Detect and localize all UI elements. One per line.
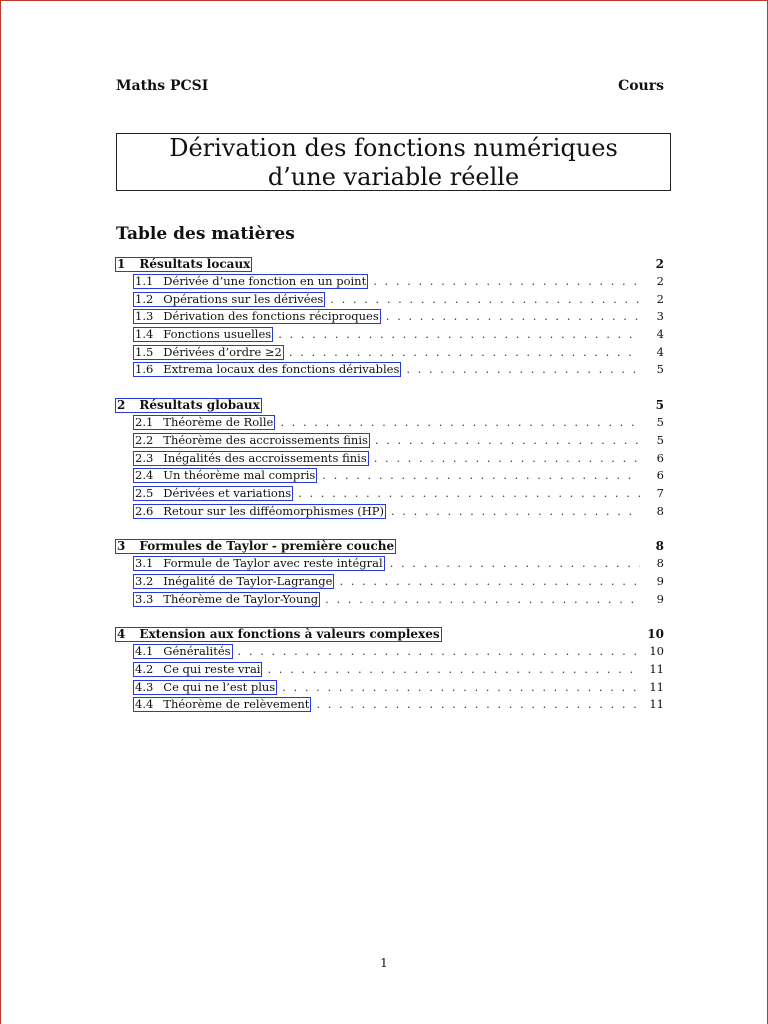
toc-subsection-label: Un théorème mal compris [163, 468, 316, 483]
toc-subsection-number: 3.2 [135, 573, 154, 588]
toc-subsection-page: 4 [656, 344, 664, 359]
toc-subsection-label: Dérivées et variations [163, 485, 292, 500]
toc-subsection-page: 11 [649, 679, 664, 694]
toc-subsection-page: 5 [656, 362, 664, 377]
toc-subsection-link[interactable] [134, 487, 292, 500]
toc-subsection-row [116, 274, 664, 292]
toc-leader-dots [316, 697, 640, 711]
toc-subsection-label: Ce qui ne l’est plus [163, 679, 276, 694]
toc-section-row [116, 627, 664, 644]
toc-section-label: Résultats globaux [139, 398, 260, 413]
toc-section [116, 539, 664, 609]
toc-subsection-label: Dérivation des fonctions réciproques [163, 309, 379, 324]
toc-subsection-number: 2.3 [135, 450, 154, 465]
toc-subsection-row [116, 433, 664, 451]
toc-subsection-label: Théorème de Taylor-Young [163, 591, 319, 606]
toc-section-label: Résultats locaux [139, 257, 251, 271]
document-title [116, 133, 671, 191]
toc-section-link[interactable] [116, 258, 251, 271]
toc-subsection-link[interactable] [134, 310, 380, 323]
toc-section-row [116, 257, 664, 274]
table-of-contents [116, 257, 664, 733]
toc-leader-dots [386, 309, 640, 323]
toc-subsection-label: Ce qui reste vrai [163, 662, 261, 676]
toc-section-number: 3 [117, 539, 126, 554]
toc-subsection-page: 11 [649, 697, 664, 712]
toc-section-link[interactable] [116, 399, 261, 412]
toc-subsection-page: 10 [649, 644, 664, 659]
toc-subsection-page: 6 [656, 468, 664, 483]
toc-leader-dots [391, 504, 640, 518]
toc-subsection-number: 2.4 [135, 468, 154, 483]
toc-section-row [116, 539, 664, 556]
toc-subsection-number: 1.5 [135, 344, 154, 359]
toc-subsection-number: 4.1 [135, 644, 154, 659]
toc-section-label: Extension aux fonctions à valeurs complexes [139, 627, 440, 642]
toc-subsection-page: 9 [656, 573, 664, 588]
toc-leader-dots [267, 662, 640, 676]
toc-leader-dots [280, 415, 640, 429]
toc-leader-dots [282, 680, 640, 694]
toc-subsection-page: 11 [649, 662, 664, 676]
toc-subsection-link[interactable] [134, 575, 333, 588]
toc-leader-dots [238, 644, 640, 658]
toc-subsection-link[interactable] [134, 293, 324, 306]
toc-subsection-number: 3.3 [135, 591, 154, 606]
toc-leader-dots [339, 574, 640, 588]
page-number: 1 [380, 956, 388, 970]
toc-subsection-row [116, 697, 664, 715]
toc-subsection-label: Opérations sur les dérivées [163, 291, 324, 306]
toc-subsection-link[interactable] [134, 663, 261, 676]
toc-subsection-row [116, 362, 664, 380]
toc-section-number: 1 [117, 257, 126, 271]
toc-subsection-label: Généralités [163, 644, 231, 659]
toc-subsection-page: 8 [656, 503, 664, 518]
toc-subsection-label: Dérivée d’une fonction en un point [163, 274, 367, 288]
toc-subsection-page: 8 [656, 556, 664, 571]
toc-subsection-number: 4.4 [135, 697, 154, 712]
toc-subsection-link[interactable] [134, 681, 276, 694]
toc-subsection-label: Inégalité de Taylor-Lagrange [163, 573, 333, 588]
toc-subsection-label: Retour sur les difféomorphismes (HP) [163, 503, 384, 518]
toc-subsection-row [116, 644, 664, 662]
header-type: Cours [618, 78, 664, 94]
toc-subsection-page: 5 [656, 415, 664, 430]
toc-subsection-page: 3 [656, 309, 664, 324]
toc-subsection-link[interactable] [134, 416, 274, 429]
toc-section-page: 5 [655, 398, 664, 413]
toc-subsection-label: Inégalités des accroissements finis [163, 450, 367, 465]
toc-subsection-number: 1.4 [135, 327, 154, 342]
toc-subsection-row [116, 486, 664, 504]
toc-subsection-link[interactable] [134, 593, 319, 606]
toc-subsection-row [116, 451, 664, 469]
toc-subsection-link[interactable] [134, 363, 400, 376]
toc-subsection-label: Fonctions usuelles [163, 327, 272, 342]
toc-subsection-number: 3.1 [135, 556, 154, 571]
toc-subsection-link[interactable] [134, 505, 385, 518]
toc-subsection-number: 4.3 [135, 679, 154, 694]
toc-subsection-link[interactable] [134, 645, 232, 658]
toc-subsection-label: Extrema locaux des fonctions dérivables [163, 362, 400, 377]
toc-section [116, 627, 664, 715]
toc-section-link[interactable] [116, 628, 441, 641]
toc-section-number: 2 [117, 398, 126, 413]
toc-subsection-link[interactable] [134, 346, 283, 359]
toc-leader-dots [298, 486, 640, 500]
toc-leader-dots [289, 345, 640, 359]
toc-section-link[interactable] [116, 540, 395, 553]
toc-subsection-row [116, 592, 664, 610]
toc-subsection-page: 9 [656, 591, 664, 606]
toc-leader-dots [322, 468, 640, 482]
toc-subsection-number: 1.3 [135, 309, 154, 324]
page-frame-top [0, 0, 768, 1]
toc-subsection-row [116, 680, 664, 698]
toc-subsection-link[interactable] [134, 469, 316, 482]
toc-section [116, 398, 664, 521]
toc-leader-dots [330, 292, 640, 306]
toc-subsection-row [116, 345, 664, 363]
toc-subsection-number: 2.5 [135, 485, 154, 500]
toc-section-page: 8 [655, 539, 664, 554]
toc-subsection-number: 2.2 [135, 432, 154, 447]
toc-subsection-number: 4.2 [135, 662, 154, 676]
toc-section [116, 257, 664, 380]
toc-subsection-row [116, 292, 664, 310]
toc-leader-dots [278, 327, 640, 341]
toc-subsection-link[interactable] [134, 557, 384, 570]
toc-subsection-link[interactable] [134, 275, 367, 288]
page-frame-left [0, 0, 1, 1024]
title-line-1: Dérivation des fonctions numériques [169, 134, 618, 162]
toc-subsection-row [116, 309, 664, 327]
toc-section-label: Formules de Taylor - première couche [139, 539, 395, 554]
toc-subsection-link[interactable] [134, 328, 272, 341]
toc-section-page: 10 [647, 627, 664, 642]
toc-subsection-row [116, 504, 664, 522]
toc-subsection-label: Théorème des accroissements finis [163, 432, 368, 447]
toc-subsection-page: 5 [656, 432, 664, 447]
toc-subsection-page: 2 [656, 274, 664, 288]
toc-subsection-page: 4 [656, 327, 664, 342]
toc-subsection-row [116, 468, 664, 486]
toc-subsection-link[interactable] [134, 698, 310, 711]
toc-subsection-page: 7 [656, 485, 664, 500]
toc-leader-dots [375, 433, 640, 447]
toc-subsection-label: Théorème de relèvement [163, 697, 310, 712]
toc-subsection-number: 2.6 [135, 503, 154, 518]
toc-subsection-number: 1.6 [135, 362, 154, 377]
toc-leader-dots [374, 451, 640, 465]
toc-subsection-page: 2 [656, 291, 664, 306]
toc-subsection-number: 1.2 [135, 291, 154, 306]
toc-heading: Table des matières [116, 224, 295, 244]
toc-subsection-number: 1.1 [135, 274, 154, 288]
toc-subsection-row [116, 556, 664, 574]
toc-subsection-row [116, 574, 664, 592]
toc-subsection-label: Formule de Taylor avec reste intégral [163, 556, 383, 571]
toc-subsection-row [116, 415, 664, 433]
toc-subsection-number: 2.1 [135, 415, 154, 430]
toc-subsection-label: Théorème de Rolle [163, 415, 274, 430]
toc-leader-dots [390, 556, 640, 570]
toc-subsection-label: Dérivées d’ordre ≥2 [163, 344, 282, 359]
toc-section-row [116, 398, 664, 415]
toc-section-page: 2 [655, 257, 664, 271]
toc-subsection-row [116, 662, 664, 680]
toc-section-number: 4 [117, 627, 126, 642]
toc-subsection-page: 6 [656, 450, 664, 465]
toc-leader-dots [325, 592, 640, 606]
toc-subsection-link[interactable] [134, 452, 368, 465]
toc-leader-dots [406, 362, 640, 376]
toc-subsection-row [116, 327, 664, 345]
header-course: Maths PCSI [116, 78, 209, 94]
toc-leader-dots [373, 274, 640, 288]
title-line-2: d’une variable réelle [267, 163, 520, 191]
toc-subsection-link[interactable] [134, 434, 369, 447]
